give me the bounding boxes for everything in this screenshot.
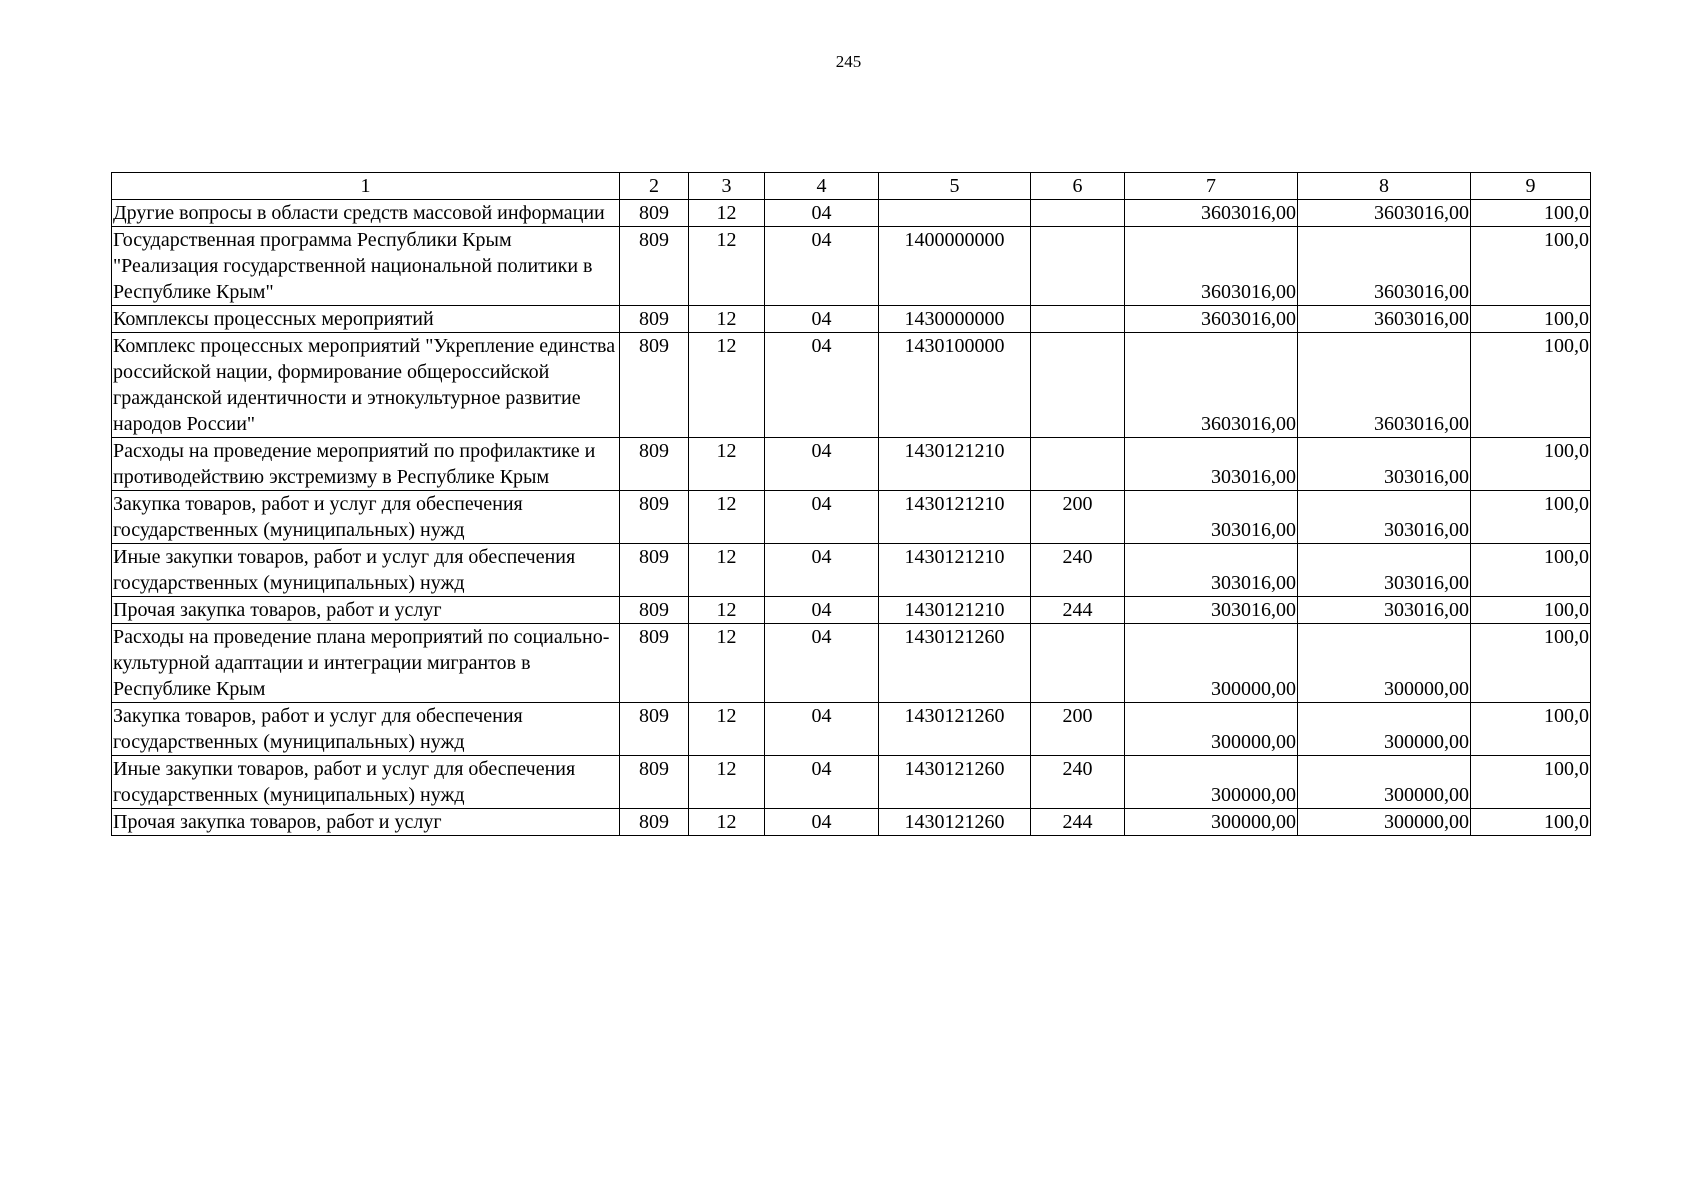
percent-cell: 100,0 <box>1471 544 1591 597</box>
amount-cell: 300000,00 <box>1298 809 1471 836</box>
budget-table <box>111 172 1591 836</box>
expense-type-cell <box>1031 306 1125 333</box>
expense-type-cell: 200 <box>1031 491 1125 544</box>
percent-cell: 100,0 <box>1471 200 1591 227</box>
column-header: 9 <box>1471 173 1591 200</box>
amount-cell: 303016,00 <box>1298 597 1471 624</box>
column-header: 8 <box>1298 173 1471 200</box>
subsection-cell: 04 <box>765 597 879 624</box>
target-article-cell: 1430121260 <box>879 703 1031 756</box>
section-cell: 12 <box>689 200 765 227</box>
row-name-cell: Закупка товаров, работ и услуг для обеспечения государственных (муниципальных) нужд <box>112 703 620 756</box>
row-name-cell: Комплекс процессных мероприятий "Укрепление единства российской нации, формирование общероссийской гражданской идентичности и этнокультурное развитие народов России" <box>112 333 620 438</box>
subsection-cell: 04 <box>765 200 879 227</box>
subsection-cell: 04 <box>765 809 879 836</box>
row-name-cell: Прочая закупка товаров, работ и услуг <box>112 809 620 836</box>
table-row <box>112 200 1591 227</box>
target-article-cell <box>879 200 1031 227</box>
code-cell: 809 <box>620 227 689 306</box>
percent-cell: 100,0 <box>1471 333 1591 438</box>
amount-cell: 3603016,00 <box>1125 333 1298 438</box>
section-cell: 12 <box>689 703 765 756</box>
expense-type-cell: 200 <box>1031 703 1125 756</box>
row-name-cell: Прочая закупка товаров, работ и услуг <box>112 597 620 624</box>
code-cell: 809 <box>620 544 689 597</box>
section-cell: 12 <box>689 544 765 597</box>
target-article-cell: 1430121260 <box>879 756 1031 809</box>
code-cell: 809 <box>620 333 689 438</box>
subsection-cell: 04 <box>765 624 879 703</box>
subsection-cell: 04 <box>765 333 879 438</box>
target-article-cell: 1430121260 <box>879 624 1031 703</box>
percent-cell: 100,0 <box>1471 703 1591 756</box>
column-header: 7 <box>1125 173 1298 200</box>
percent-cell: 100,0 <box>1471 809 1591 836</box>
column-header: 5 <box>879 173 1031 200</box>
table-row <box>112 624 1591 703</box>
amount-cell: 300000,00 <box>1298 703 1471 756</box>
amount-cell: 300000,00 <box>1298 756 1471 809</box>
column-header: 4 <box>765 173 879 200</box>
amount-cell: 300000,00 <box>1125 624 1298 703</box>
code-cell: 809 <box>620 809 689 836</box>
expense-type-cell <box>1031 624 1125 703</box>
table-row <box>112 306 1591 333</box>
row-name-cell: Комплексы процессных мероприятий <box>112 306 620 333</box>
subsection-cell: 04 <box>765 227 879 306</box>
target-article-cell: 1430121210 <box>879 597 1031 624</box>
target-article-cell: 1430000000 <box>879 306 1031 333</box>
amount-cell: 303016,00 <box>1125 597 1298 624</box>
code-cell: 809 <box>620 200 689 227</box>
amount-cell: 300000,00 <box>1125 703 1298 756</box>
table-row <box>112 333 1591 438</box>
target-article-cell: 1430121210 <box>879 438 1031 491</box>
section-cell: 12 <box>689 438 765 491</box>
percent-cell: 100,0 <box>1471 624 1591 703</box>
row-name-cell: Иные закупки товаров, работ и услуг для обеспечения государственных (муниципальных) нужд <box>112 544 620 597</box>
amount-cell: 303016,00 <box>1125 491 1298 544</box>
table-row <box>112 809 1591 836</box>
code-cell: 809 <box>620 438 689 491</box>
section-cell: 12 <box>689 491 765 544</box>
row-name-cell: Другие вопросы в области средств массовой информации <box>112 200 620 227</box>
expense-type-cell: 244 <box>1031 809 1125 836</box>
amount-cell: 3603016,00 <box>1298 227 1471 306</box>
expense-type-cell <box>1031 200 1125 227</box>
code-cell: 809 <box>620 306 689 333</box>
amount-cell: 3603016,00 <box>1125 227 1298 306</box>
code-cell: 809 <box>620 756 689 809</box>
code-cell: 809 <box>620 703 689 756</box>
amount-cell: 303016,00 <box>1298 438 1471 491</box>
amount-cell: 303016,00 <box>1298 491 1471 544</box>
subsection-cell: 04 <box>765 491 879 544</box>
subsection-cell: 04 <box>765 756 879 809</box>
amount-cell: 3603016,00 <box>1298 200 1471 227</box>
row-name-cell: Государственная программа Республики Крым "Реализация государственной национальной политики в Республике Крым" <box>112 227 620 306</box>
percent-cell: 100,0 <box>1471 756 1591 809</box>
subsection-cell: 04 <box>765 544 879 597</box>
subsection-cell: 04 <box>765 703 879 756</box>
amount-cell: 303016,00 <box>1298 544 1471 597</box>
code-cell: 809 <box>620 491 689 544</box>
amount-cell: 303016,00 <box>1125 438 1298 491</box>
target-article-cell: 1430121210 <box>879 544 1031 597</box>
expense-type-cell: 244 <box>1031 597 1125 624</box>
column-header: 2 <box>620 173 689 200</box>
target-article-cell: 1430100000 <box>879 333 1031 438</box>
amount-cell: 3603016,00 <box>1298 306 1471 333</box>
table-row <box>112 438 1591 491</box>
expense-type-cell <box>1031 333 1125 438</box>
subsection-cell: 04 <box>765 306 879 333</box>
table-row <box>112 227 1591 306</box>
section-cell: 12 <box>689 333 765 438</box>
table-row <box>112 703 1591 756</box>
code-cell: 809 <box>620 624 689 703</box>
amount-cell: 3603016,00 <box>1125 200 1298 227</box>
column-header: 3 <box>689 173 765 200</box>
section-cell: 12 <box>689 597 765 624</box>
amount-cell: 300000,00 <box>1125 809 1298 836</box>
target-article-cell: 1400000000 <box>879 227 1031 306</box>
code-cell: 809 <box>620 597 689 624</box>
section-cell: 12 <box>689 306 765 333</box>
percent-cell: 100,0 <box>1471 306 1591 333</box>
percent-cell: 100,0 <box>1471 597 1591 624</box>
target-article-cell: 1430121260 <box>879 809 1031 836</box>
expense-type-cell <box>1031 227 1125 306</box>
percent-cell: 100,0 <box>1471 438 1591 491</box>
row-name-cell: Расходы на проведение плана мероприятий по социально-культурной адаптации и интеграции мигрантов в Республике Крым <box>112 624 620 703</box>
section-cell: 12 <box>689 756 765 809</box>
expense-type-cell: 240 <box>1031 544 1125 597</box>
table-row <box>112 756 1591 809</box>
amount-cell: 300000,00 <box>1298 624 1471 703</box>
header-row <box>112 173 1591 200</box>
row-name-cell: Закупка товаров, работ и услуг для обеспечения государственных (муниципальных) нужд <box>112 491 620 544</box>
amount-cell: 3603016,00 <box>1125 306 1298 333</box>
percent-cell: 100,0 <box>1471 491 1591 544</box>
column-header: 6 <box>1031 173 1125 200</box>
section-cell: 12 <box>689 227 765 306</box>
column-header: 1 <box>112 173 620 200</box>
table-row <box>112 597 1591 624</box>
expense-type-cell <box>1031 438 1125 491</box>
amount-cell: 300000,00 <box>1125 756 1298 809</box>
expense-type-cell: 240 <box>1031 756 1125 809</box>
section-cell: 12 <box>689 624 765 703</box>
percent-cell: 100,0 <box>1471 227 1591 306</box>
row-name-cell: Иные закупки товаров, работ и услуг для обеспечения государственных (муниципальных) нужд <box>112 756 620 809</box>
subsection-cell: 04 <box>765 438 879 491</box>
amount-cell: 303016,00 <box>1125 544 1298 597</box>
target-article-cell: 1430121210 <box>879 491 1031 544</box>
page-number: 245 <box>835 52 862 71</box>
row-name-cell: Расходы на проведение мероприятий по профилактике и противодействию экстремизму в Республике Крым <box>112 438 620 491</box>
table-row <box>112 491 1591 544</box>
section-cell: 12 <box>689 809 765 836</box>
amount-cell: 3603016,00 <box>1298 333 1471 438</box>
table-row <box>112 544 1591 597</box>
